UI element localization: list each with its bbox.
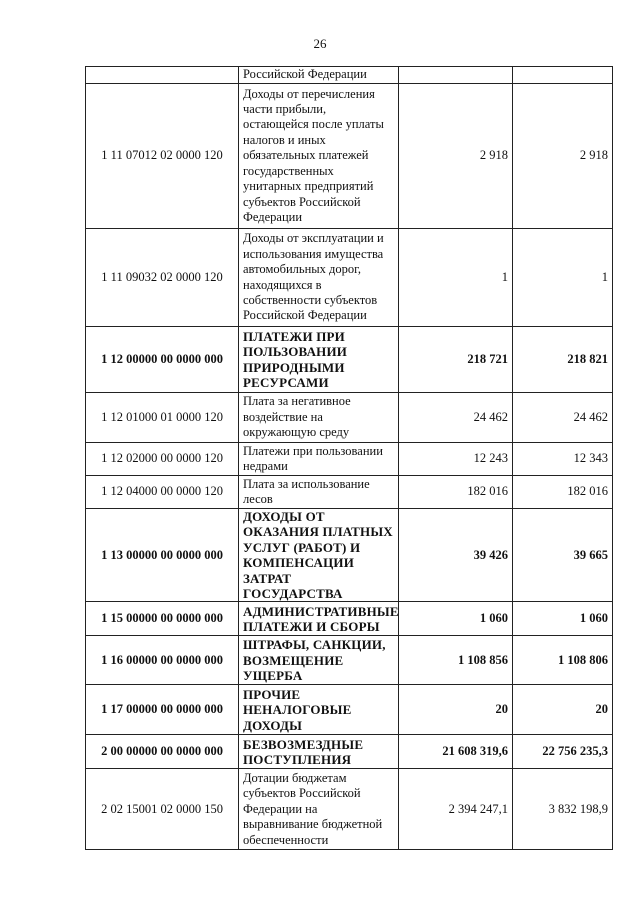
budget-code-cell: 1 12 01000 01 0000 120 [86, 393, 239, 443]
budget-code-cell [86, 67, 239, 84]
amount-cell-first: 1 060 [399, 602, 513, 636]
amount-cell-first: 12 243 [399, 443, 513, 476]
table-row [86, 67, 613, 84]
amount-cell-second: 1 [513, 229, 613, 327]
amount-cell-first: 182 016 [399, 476, 513, 509]
amount-cell-second: 39 665 [513, 509, 613, 602]
amount-cell-second: 24 462 [513, 393, 613, 443]
budget-code-cell: 1 12 02000 00 0000 120 [86, 443, 239, 476]
table-row [86, 476, 613, 509]
table-row [86, 393, 613, 443]
amount-cell-first [399, 67, 513, 84]
revenue-name-cell: Платежи при пользовании недрами [239, 443, 399, 476]
revenue-name-cell: ПЛАТЕЖИ ПРИ ПОЛЬЗОВАНИИ ПРИРОДНЫМИ РЕСУРСАМИ [239, 327, 399, 393]
page-number: 26 [313, 36, 327, 51]
amount-cell-first: 1 [399, 229, 513, 327]
amount-cell-second: 218 821 [513, 327, 613, 393]
table-row [86, 735, 613, 769]
amount-cell-first: 218 721 [399, 327, 513, 393]
amount-cell-second: 22 756 235,3 [513, 735, 613, 769]
amount-cell-first: 2 918 [399, 84, 513, 229]
table-row [86, 602, 613, 636]
amount-cell-first: 39 426 [399, 509, 513, 602]
budget-code-cell: 1 16 00000 00 0000 000 [86, 636, 239, 685]
budget-code-cell: 1 11 09032 02 0000 120 [86, 229, 239, 327]
amount-cell-second: 20 [513, 685, 613, 735]
revenue-name-cell: БЕЗВОЗМЕЗДНЫЕ ПОСТУПЛЕНИЯ [239, 735, 399, 769]
table-row [86, 443, 613, 476]
budget-code-cell: 1 13 00000 00 0000 000 [86, 509, 239, 602]
revenue-name-cell: ПРОЧИЕ НЕНАЛОГОВЫЕ ДОХОДЫ [239, 685, 399, 735]
budget-code-cell: 1 12 04000 00 0000 120 [86, 476, 239, 509]
revenue-name-cell: Российской Федерации [239, 67, 399, 84]
budget-revenue-table [85, 66, 613, 850]
table-row [86, 636, 613, 685]
revenue-name-cell: Доходы от эксплуатации и использования имущества автомобильных дорог, находящихся в собственности субъектов Российской Федерации [239, 229, 399, 327]
amount-cell-second: 3 832 198,9 [513, 769, 613, 850]
revenue-name-cell: Плата за использование лесов [239, 476, 399, 509]
budget-code-cell: 1 11 07012 02 0000 120 [86, 84, 239, 229]
budget-code-cell: 1 15 00000 00 0000 000 [86, 602, 239, 636]
amount-cell-second: 12 343 [513, 443, 613, 476]
table-row [86, 769, 613, 850]
amount-cell-second: 2 918 [513, 84, 613, 229]
revenue-name-cell: ДОХОДЫ ОТ ОКАЗАНИЯ ПЛАТНЫХ УСЛУГ (РАБОТ) И КОМПЕНСАЦИИ ЗАТРАТ ГОСУДАРСТВА [239, 509, 399, 602]
amount-cell-second: 182 016 [513, 476, 613, 509]
amount-cell-first: 1 108 856 [399, 636, 513, 685]
table-row [86, 229, 613, 327]
amount-cell-second: 1 108 806 [513, 636, 613, 685]
amount-cell-first: 2 394 247,1 [399, 769, 513, 850]
table-row [86, 685, 613, 735]
budget-code-cell: 2 02 15001 02 0000 150 [86, 769, 239, 850]
revenue-name-cell: Дотации бюджетам субъектов Российской Федерации на выравнивание бюджетной обеспеченности [239, 769, 399, 850]
revenue-name-cell: Плата за негативное воздействие на окружающую среду [239, 393, 399, 443]
amount-cell-second: 1 060 [513, 602, 613, 636]
budget-code-cell: 2 00 00000 00 0000 000 [86, 735, 239, 769]
amount-cell-first: 24 462 [399, 393, 513, 443]
table-row [86, 84, 613, 229]
budget-code-cell: 1 17 00000 00 0000 000 [86, 685, 239, 735]
amount-cell-second [513, 67, 613, 84]
table-row [86, 327, 613, 393]
amount-cell-first: 20 [399, 685, 513, 735]
revenue-name-cell: Доходы от перечисления части прибыли, остающейся после уплаты налогов и иных обязательных платежей государственных унитарных предприятий субъектов Российской Федерации [239, 84, 399, 229]
revenue-name-cell: ШТРАФЫ, САНКЦИИ, ВОЗМЕЩЕНИЕ УЩЕРБА [239, 636, 399, 685]
amount-cell-first: 21 608 319,6 [399, 735, 513, 769]
revenue-name-cell: АДМИНИСТРАТИВНЫЕ ПЛАТЕЖИ И СБОРЫ [239, 602, 399, 636]
table-row [86, 509, 613, 602]
budget-code-cell: 1 12 00000 00 0000 000 [86, 327, 239, 393]
